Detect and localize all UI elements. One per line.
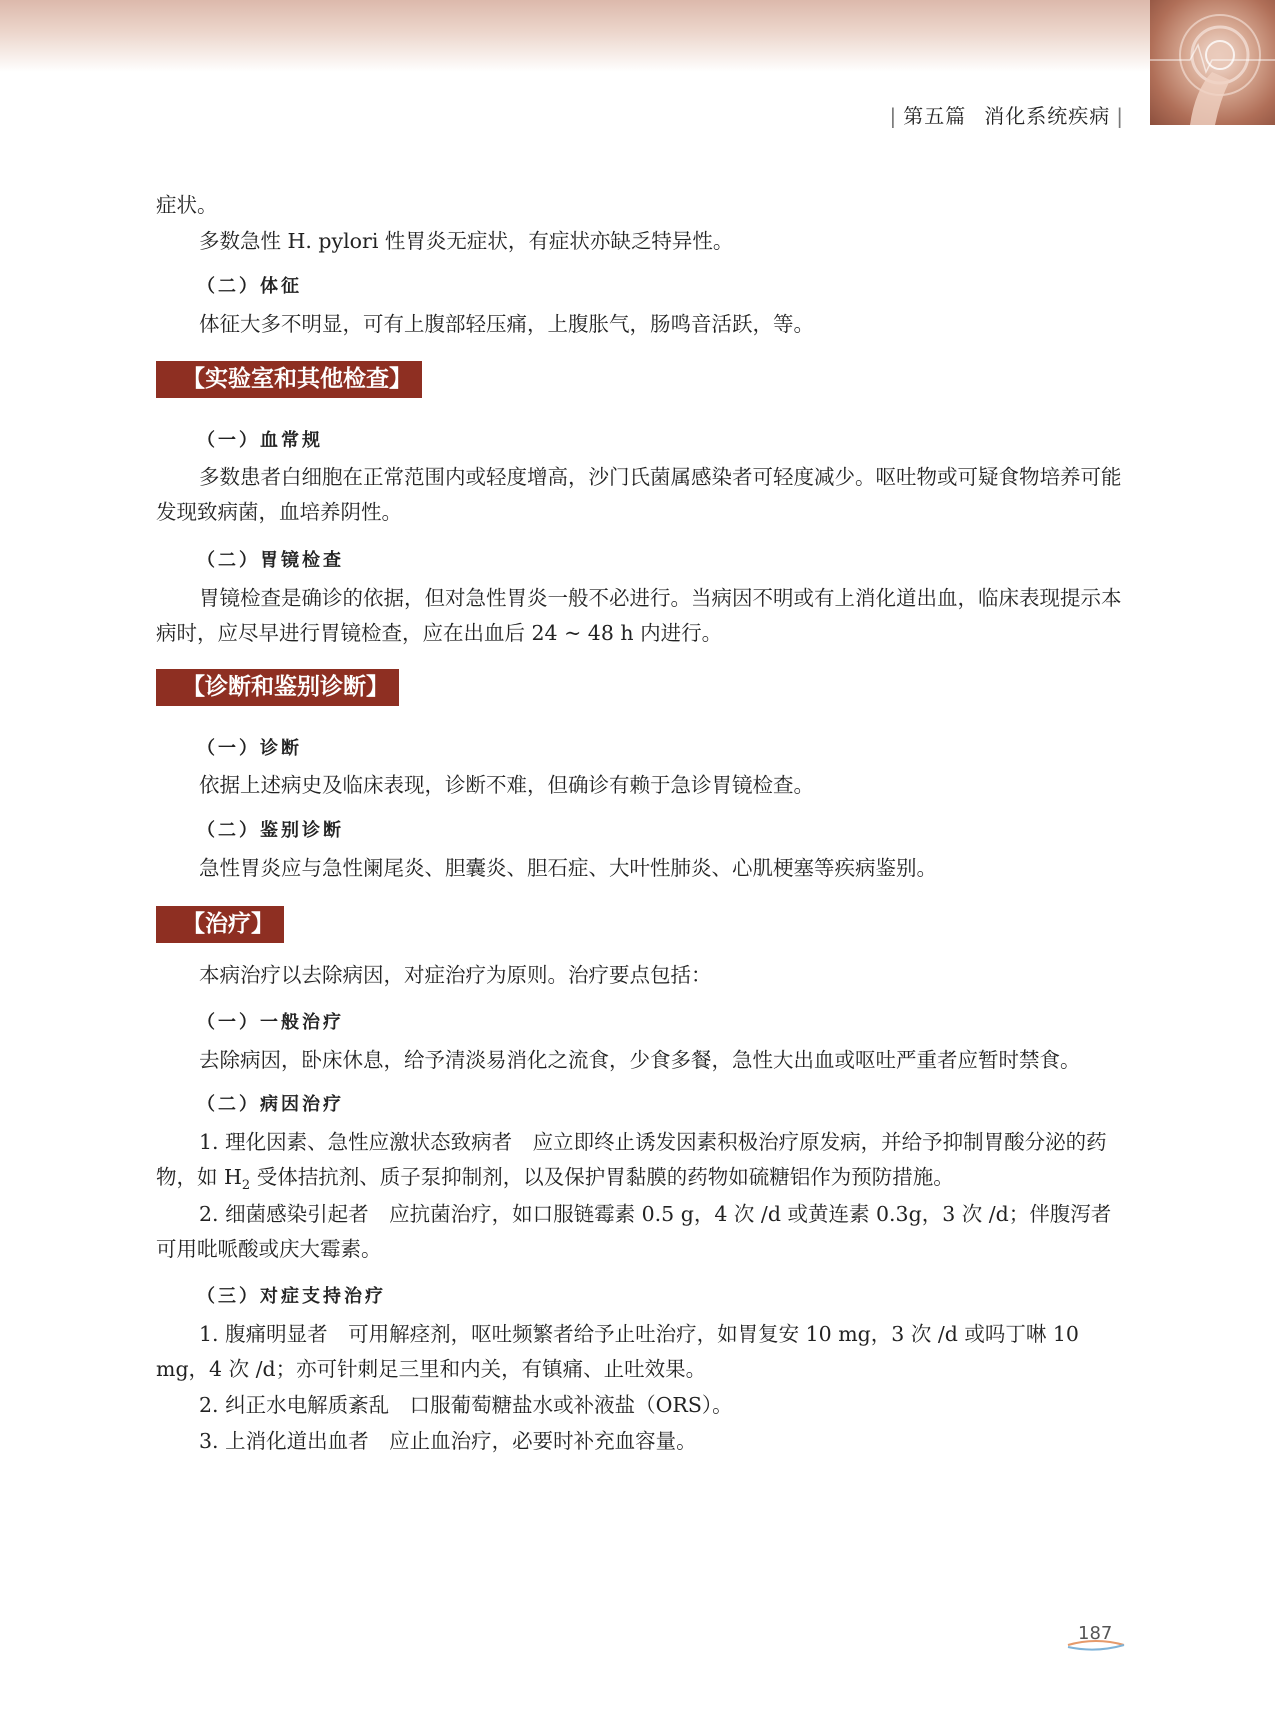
page-number-text: 187 [1078, 1623, 1113, 1644]
paragraph-text: 受体拮抗剂、质子泵抑制剂，以及保护胃黏膜的药物如硫糖铝作为预防措施。 [250, 1165, 954, 1189]
running-header [884, 100, 1131, 129]
paragraph: 胃镜检查是确诊的依据，但对急性胃炎一般不必进行。当病因不明或有上消化道出血，临床表现提示本病时，应尽早进行胃镜检查，应在出血后 24 ~ 48 h 内进行。 [156, 586, 1122, 645]
paragraph: 2. 纠正水电解质紊乱 口服葡萄糖盐水或补液盐（ORS）。 [199, 1393, 733, 1417]
subheading: （一）血常规 [197, 430, 323, 451]
subheading: （一）一般治疗 [197, 1012, 344, 1033]
section-heading: 【实验室和其他检查】 [156, 361, 422, 398]
paragraph: 3. 上消化道出血者 应止血治疗，必要时补充血容量。 [199, 1429, 697, 1453]
paragraph: 本病治疗以去除病因，对症治疗为原则。治疗要点包括： [199, 963, 712, 987]
subheading: （一）诊断 [197, 738, 302, 759]
subheading: （二）鉴别诊断 [197, 820, 344, 841]
paragraph: 急性胃炎应与急性阑尾炎、胆囊炎、胆石症、大叶性肺炎、心肌梗塞等疾病鉴别。 [199, 856, 937, 880]
subheading: （三）对症支持治疗 [197, 1286, 386, 1307]
paragraph: 1. 腹痛明显者 可用解痉剂，呕吐频繁者给予止吐治疗，如胃复安 10 mg，3 次 /d 或吗丁啉 10 mg，4 次 /d；亦可针刺足三里和内关，有镇痛、止吐效果。 [156, 1322, 1079, 1381]
paragraph: 去除病因，卧床休息，给予清淡易消化之流食，少食多餐，急性大出血或呕吐严重者应暂时禁食。 [199, 1048, 1081, 1072]
header-chapter: 消化系统疾病 [984, 104, 1111, 128]
paragraph-text: 1. 理化因素、急性应激状态致病者 应立即终止诱发因素积极治疗原发病，并给予抑制胃酸分泌的药物，如 H [156, 1130, 1107, 1189]
subheading: （二）胃镜检查 [197, 550, 344, 571]
paragraph: 症状。 [156, 193, 218, 217]
paragraph: 依据上述病史及临床表现，诊断不难，但确诊有赖于急诊胃镜检查。 [199, 773, 814, 797]
header-part: 第五篇 [903, 104, 967, 128]
section-heading: 【治疗】 [156, 906, 284, 943]
paragraph: 多数患者白细胞在正常范围内或轻度增高，沙门氏菌属感染者可轻度减少。呕吐物或可疑食物培养可能发现致病菌，血培养阴性。 [156, 465, 1122, 524]
header-band [0, 0, 1150, 72]
paragraph: 2. 细菌感染引起者 应抗菌治疗，如口服链霉素 0.5 g，4 次 /d 或黄连素 0.3g，3 次 /d；伴腹泻者可用吡哌酸或庆大霉素。 [156, 1202, 1112, 1261]
page-swoosh-icon [1066, 1639, 1126, 1651]
paragraph [156, 1125, 1131, 1203]
subheading: （二）体征 [197, 276, 302, 297]
paragraph: 多数急性 H. pylori 性胃炎无症状，有症状亦缺乏特异性。 [199, 229, 734, 253]
paragraph: 体征大多不明显，可有上腹部轻压痛，上腹胀气，肠鸣音活跃，等。 [199, 312, 814, 336]
page-number [1078, 1623, 1112, 1644]
subheading: （二）病因治疗 [197, 1094, 344, 1115]
header-divider: | [889, 104, 898, 128]
section-heading: 【诊断和鉴别诊断】 [156, 669, 399, 706]
subscript: 2 [241, 1178, 251, 1194]
stethoscope-image [1150, 0, 1275, 125]
header-divider: | [1116, 104, 1124, 128]
